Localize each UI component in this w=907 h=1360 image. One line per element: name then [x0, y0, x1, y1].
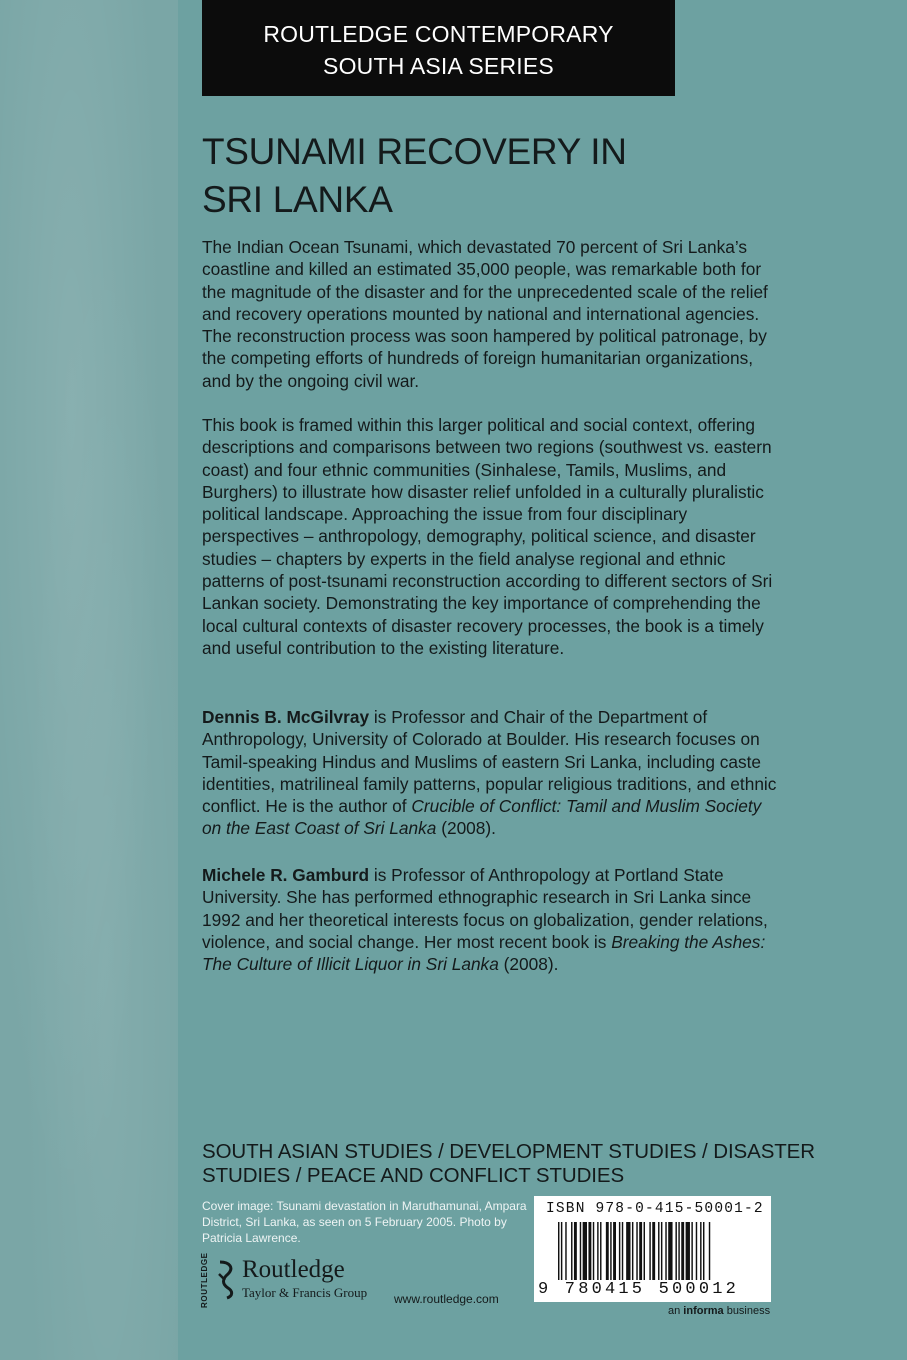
- subject-categories: SOUTH ASIAN STUDIES / DEVELOPMENT STUDIES / DISASTER STUDIES / PEACE AND CONFLICT STUDIES: [202, 1140, 815, 1187]
- barcode-bar: [639, 1222, 642, 1280]
- barcode-bar: [686, 1222, 690, 1280]
- informa-word: informa: [683, 1305, 724, 1317]
- barcode-bar: [678, 1222, 679, 1280]
- author-bio-gamburd: [202, 864, 782, 975]
- barcode-bar: [644, 1222, 645, 1280]
- barcode-bar: [574, 1222, 577, 1280]
- informa-business: [668, 1305, 770, 1317]
- author-book-mcgilvray: Crucible of Conflict: Tamil and Muslim Society on the East Coast of Sri Lanka: [202, 796, 762, 839]
- cover-photo-strip: [0, 0, 178, 1360]
- barcode-bar: [561, 1222, 562, 1280]
- blurb-paragraph-1: The Indian Ocean Tsunami, which devastated 70 percent of Sri Lanka’s coastline and killed an estimated 35,000 people, was remarkable both for the magnitude of the disaster and for the unprecedented scale of the relief and recovery operations mounted by national and international agencies. The reconstruction process was soon hampered by political patronage, by the competing efforts of hundreds of foreign humanitarian organizations, and by the ongoing civil war.: [202, 237, 768, 391]
- barcode-bar: [622, 1222, 623, 1280]
- title-line-2: SRI LANKA: [202, 179, 393, 220]
- barcode-bar: [703, 1222, 704, 1280]
- blurb-paragraph-2: This book is framed within this larger political and social context, offering descriptions and comparisons between two regions (southwest vs. eastern coast) and four ethnic communities (Sinhalese, Tamils, Muslims, and Burghers) to illustrate how disaster relief unfolded in a culturally pluralistic political landscape. Approaching the issue from four disciplinary perspectives – anthropology, demography, political science, and disaster studies – chapters by experts in the field analyse regional and ethnic patterns of post-tsunami reconstruction according to different sectors of Sri Lankan society. Demonstrating the key importance of comprehending the local cultural contexts of disaster recovery processes, the book is a timely and useful contribution to the existing literature.: [202, 415, 773, 658]
- publisher-website: www.routledge.com: [394, 1292, 499, 1306]
- barcode-bar: [675, 1222, 676, 1280]
- author-bio-text-mcgilvray: is Professor and Chair of the Department of Anthropology, University of Colorado at Boulder. His research focuses on Tamil-speaking Hindus and Muslims of eastern Sri Lanka, including caste identities, matrilineal family patterns, popular religious traditions, and ethnic conflict. He is the author of: [202, 707, 777, 817]
- barcode-bar: [600, 1222, 601, 1280]
- barcode-bar: [696, 1222, 697, 1280]
- informa-suffix: business: [723, 1305, 771, 1317]
- barcode-digits: 9 780415 500012: [538, 1280, 740, 1299]
- book-title: [202, 128, 842, 224]
- barcode-bar: [583, 1222, 587, 1280]
- barcode-bar: [593, 1222, 594, 1280]
- author-name-mcgilvray: Dennis B. McGilvray: [202, 707, 370, 727]
- barcode-bars: [558, 1222, 758, 1280]
- author-year-gamburd: (2008).: [498, 954, 559, 975]
- publisher-group: Taylor & Francis Group: [242, 1285, 368, 1300]
- barcode-bar: [571, 1222, 572, 1280]
- isbn-label: ISBN 978-0-415-50001-2: [546, 1201, 764, 1217]
- cover-image-credit: Cover image: Tsunami devastation in Maruthamunai, Ampara District, Sri Lanka, as seen on 5 February 2005. Photo by Patricia Lawrence.: [202, 1199, 527, 1245]
- barcode-bar: [691, 1222, 692, 1280]
- title-line-1: TSUNAMI RECOVERY IN: [202, 131, 627, 172]
- barcode-bar: [700, 1222, 701, 1280]
- author-name-gamburd: Michele R. Gamburd: [202, 865, 370, 885]
- series-label: [202, 0, 675, 96]
- barcode-bar: [610, 1222, 611, 1280]
- logo-vertical-text: ROUTLEDGE: [200, 1252, 209, 1308]
- publisher-name: Routledge: [242, 1256, 345, 1283]
- barcode-bar: [626, 1222, 630, 1280]
- barcode-bar: [580, 1222, 581, 1280]
- barcode-bar: [658, 1222, 659, 1280]
- author-book-gamburd: Breaking the Ashes: The Culture of Illicit Liquor in Sri Lanka: [202, 931, 766, 975]
- barcode-bar: [652, 1222, 655, 1280]
- barcode-bar: [632, 1222, 633, 1280]
- isbn-barcode: [534, 1196, 771, 1302]
- barcode-bar: [661, 1222, 662, 1280]
- barcode-bar: [665, 1222, 666, 1280]
- barcode-bar: [636, 1222, 637, 1280]
- barcode-bar: [588, 1222, 591, 1280]
- barcode-bar: [558, 1222, 559, 1280]
- barcode-bar: [681, 1222, 684, 1280]
- barcode-bar: [606, 1222, 609, 1280]
- series-line-1: ROUTLEDGE CONTEMPORARY: [263, 21, 614, 47]
- barcode-bar: [619, 1222, 620, 1280]
- informa-prefix: an: [668, 1305, 684, 1317]
- author-bio-mcgilvray: [202, 706, 782, 840]
- publisher-logo: [200, 1252, 390, 1308]
- barcode-bar: [613, 1222, 616, 1280]
- series-line-2: SOUTH ASIA SERIES: [323, 53, 554, 79]
- author-year-mcgilvray: (2008).: [436, 818, 496, 839]
- barcode-bar: [597, 1222, 598, 1280]
- barcode-bar: [709, 1222, 710, 1280]
- routledge-emblem-icon: [216, 1260, 238, 1300]
- barcode-bar: [668, 1222, 672, 1280]
- author-bio-text-gamburd: is Professor of Anthropology at Portland State University. She has performed ethnographic research in Sri Lanka since 1992 and her theoretical interests focus on globalization, gender relations, violence, and social change. Her most recent book is: [202, 865, 768, 952]
- barcode-bar: [565, 1222, 566, 1280]
- barcode-bar: [649, 1222, 650, 1280]
